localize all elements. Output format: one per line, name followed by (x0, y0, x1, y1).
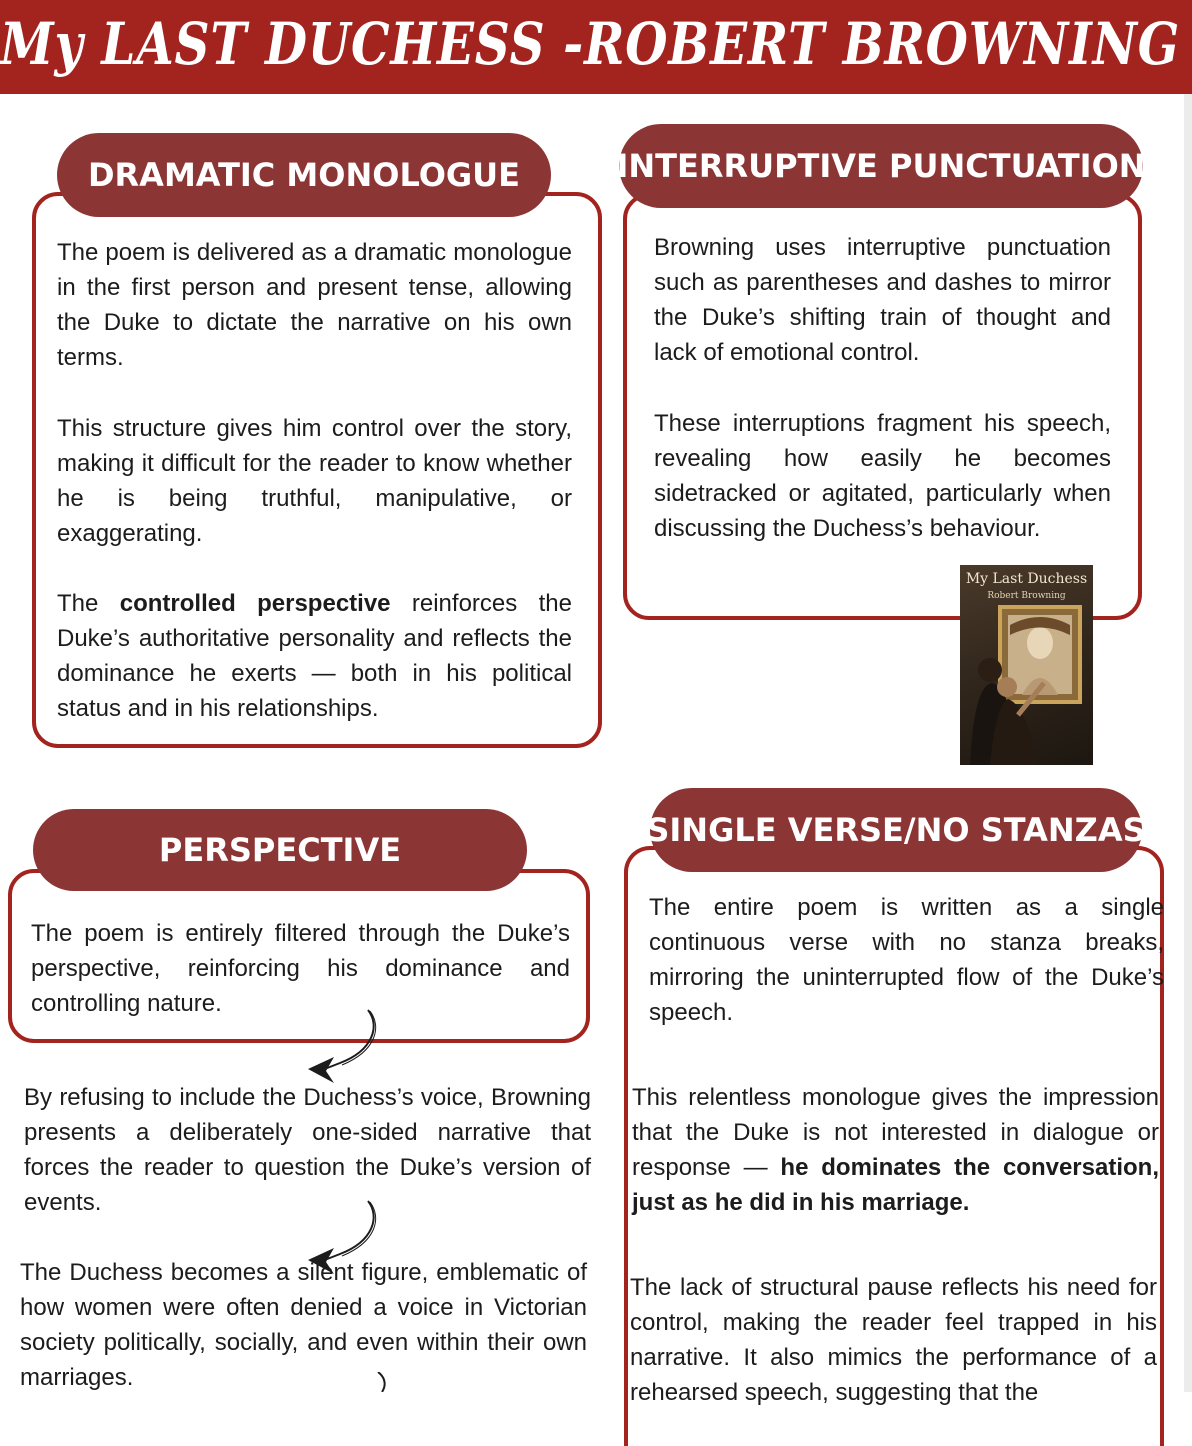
text-run: This relentless monologue gives the impression that the Duke is not interested in dialogue or response — (632, 1084, 1159, 1181)
dramatic-monologue-paragraph-2: This structure gives him control over the story, making it difficult for the reader to know whether he is being truthful, manipulative, or exaggerating. (57, 415, 572, 547)
scrollbar-track[interactable] (1184, 94, 1192, 1392)
interruptive-punctuation-heading: INTERRUPTIVE PUNCTUATION (619, 124, 1143, 208)
text-run: The (57, 590, 120, 617)
single-verse-heading: SINGLE VERSE/NO STANZAS (650, 788, 1142, 872)
single-verse-paragraph-1: The entire poem is written as a single continuous verse with no stanza breaks, mirroring the uninterrupted flow of the Duke’s speech. (649, 894, 1164, 1026)
dramatic-monologue-paragraph-3 (57, 586, 572, 726)
book-cover-title: My Last Duchess (965, 571, 1088, 587)
title-banner (0, 0, 1192, 94)
dramatic-monologue-paragraph-1: The poem is delivered as a dramatic monologue in the first person and present tense, allowing the Duke to dictate the narrative on his own terms. (57, 239, 572, 371)
interruptive-punctuation-paragraph-2: These interruptions fragment his speech, revealing how easily he becomes sidetracked or agitated, particularly when discussing the Duchess’s behaviour. (654, 410, 1111, 542)
bold-text: controlled perspective (119, 590, 391, 617)
bold-text: he dominates the conversation, just as he did in his marriage. (632, 1154, 1159, 1216)
single-verse-paragraph-3: The lack of structural pause reflects his need for control, making the reader feel trapped in his narrative. It also mimics the performance of a rehearsed speech, suggesting that the (630, 1274, 1157, 1406)
curved-arrow-icon (372, 1372, 402, 1392)
text-run: reinforces the Duke’s authoritative personality and reflects the dominance he exerts — both in his political status and in his relationships. (57, 590, 572, 722)
perspective-paragraph-2: By refusing to include the Duchess’s voice, Browning presents a deliberately one-sided narrative that forces the reader to question the Duke’s version of events. (24, 1084, 591, 1216)
page-title: My LAST DUCHESS -ROBERT BROWNING (0, 10, 1180, 78)
perspective-paragraph-3: The Duchess becomes a silent figure, emblematic of how women were often denied a voice in Victorian society politically, socially, and even within their own marriages. (20, 1259, 587, 1391)
book-cover-image (960, 565, 1093, 765)
dramatic-monologue-heading: DRAMATIC MONOLOGUE (57, 133, 551, 217)
perspective-paragraph-1: The poem is entirely filtered through the Duke’s perspective, reinforcing his dominance and controlling nature. (31, 920, 570, 1017)
interruptive-punctuation-paragraph-1: Browning uses interruptive punctuation such as parentheses and dashes to mirror the Duke’s shifting train of thought and lack of emotional control. (654, 234, 1111, 366)
book-cover-author: Robert Browning (987, 591, 1066, 601)
perspective-heading: PERSPECTIVE (33, 809, 527, 891)
curved-arrow-icon (300, 1005, 390, 1085)
single-verse-paragraph-2 (632, 1080, 1159, 1220)
